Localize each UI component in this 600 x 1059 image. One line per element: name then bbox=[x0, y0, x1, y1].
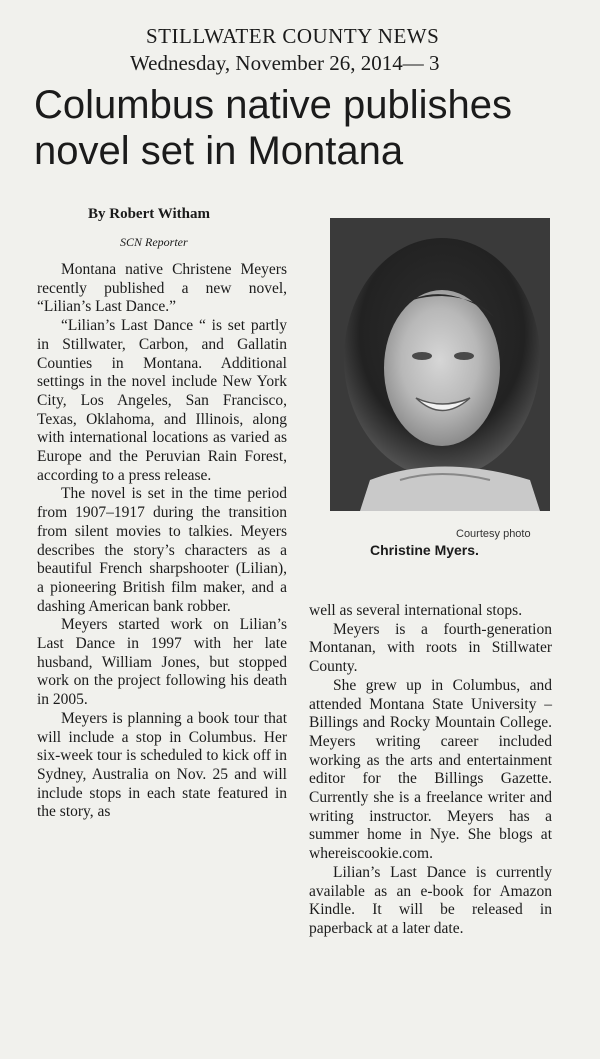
paragraph: well as several international stops. bbox=[309, 602, 523, 619]
photo-caption: Christine Myers. bbox=[370, 542, 479, 558]
paragraph: Lilian’s Last Dance is currently available as an e-book for Amazon Kindle. It will be released in paperback at a later date. bbox=[309, 863, 552, 937]
paragraph: She grew up in Columbus, and attended Montana State University – Billings and Rocky Mountain College. Meyers writing career included working as the arts and entertainment editor for the Billings Gazette. Currently she is a freelance writer and writing instructor. Meyers has a summer home in Nye. She blogs at whereiscookie.com. bbox=[309, 676, 552, 863]
portrait-illustration bbox=[330, 218, 550, 511]
portrait-photo bbox=[330, 218, 550, 511]
reporter-title: SCN Reporter bbox=[120, 235, 188, 249]
photo-credit: Courtesy photo bbox=[456, 528, 531, 540]
paragraph: Meyers is planning a book tour that will include a stop in Columbus. Her six-week tour is scheduled to kick off in Sydney, Australia on Nov. 25 and will include stops in each state featured in the story, as bbox=[37, 709, 287, 821]
issue-date: Wednesday, November 26, 2014— 3 bbox=[130, 51, 440, 75]
paragraph: Montana native Christene Meyers recently published a new novel, “Lilian’s Last Dance.” bbox=[37, 261, 287, 316]
paragraph: The novel is set in the time period from 1907–1917 during the transition from silent movies to talkies. Meyers describes the story’s characters as a beautiful French sharpshooter (Lilian), a pioneering British film maker, and a dashing American bank robber. bbox=[37, 485, 287, 615]
article-column-2 bbox=[309, 602, 552, 939]
paragraph: Meyers started work on Lilian’s Last Dance in 1997 with her late husband, William Jones, but stopped work on the project following his death in 2005. bbox=[37, 616, 287, 709]
headline: Columbus native publishes novel set in Montana bbox=[34, 83, 513, 173]
byline: By Robert Witham bbox=[88, 206, 210, 222]
paragraph: “Lilian’s Last Dance “ is set partly in Stillwater, Carbon, and Gallatin Counties in Montana. Additional settings in the novel include New York City, Los Angeles, San Francisco, Texas, Oklahoma, and Illinois, along with international locations as varied as Europe and the Peruvian Rain Forest, according to a press release. bbox=[37, 317, 287, 484]
newspaper-name: STILLWATER COUNTY NEWS bbox=[146, 24, 440, 48]
article-column-1 bbox=[37, 261, 287, 822]
paragraph: Meyers is a fourth-generation Montanan, with roots in Stillwater County. bbox=[309, 620, 552, 676]
